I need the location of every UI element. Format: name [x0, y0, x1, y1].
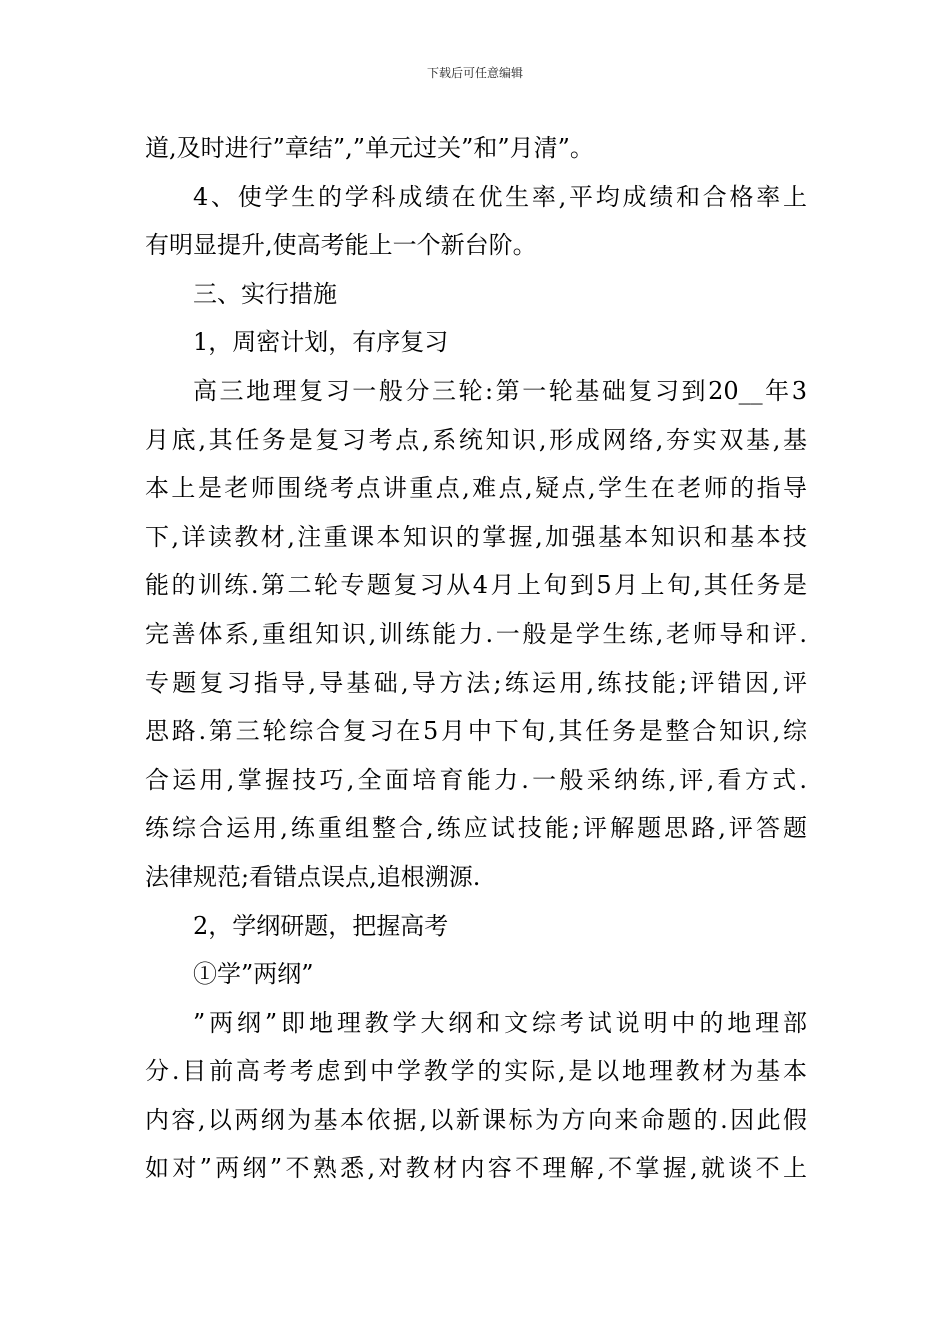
text-line: 内容,以两纲为基本依据,以新课标为方向来命题的.因此假 [145, 1105, 807, 1134]
text-line: 练综合运用,练重组整合,练应试技能;评解题思路,评答题 [145, 814, 807, 843]
text-line: 专题复习指导,导基础,导方法;练运用,练技能;评错因,评 [145, 668, 807, 697]
text-line: 完善体系,重组知识,训练能力.一般是学生练,老师导和评. [145, 619, 807, 648]
text-line: 下,详读教材,注重课本知识的掌握,加强基本知识和基本技 [145, 522, 807, 551]
text-line: ”两纲”即地理教学大纲和文综考试说明中的地理部 [193, 1008, 807, 1037]
text-line: 1，周密计划，有序复习 [193, 328, 449, 357]
text-line: 本上是老师围绕考点讲重点,难点,疑点,学生在老师的指导 [145, 474, 807, 503]
text-line: 合运用,掌握技巧,全面培育能力.一般采纳练,评,看方式. [145, 765, 807, 794]
text-line: 法律规范;看错点误点,追根溯源. [145, 862, 481, 891]
text-line: ①学”两纲” [193, 960, 314, 989]
page-header: 下载后可任意编辑 [426, 66, 523, 80]
text-line: 如对”两纲”不熟悉,对教材内容不理解,不掌握,就谈不上 [145, 1154, 807, 1183]
text-line: 能的训练.第二轮专题复习从4月上旬到5月上旬,其任务是 [145, 571, 807, 600]
text-line: 4、使学生的学科成绩在优生率,平均成绩和合格率上 [193, 182, 807, 211]
document-body [145, 124, 807, 1193]
text-line: 月底,其任务是复习考点,系统知识,形成网络,夯实双基,基 [145, 425, 807, 454]
text-line: 分.目前高考考虑到中学教学的实际,是以地理教材为基本 [145, 1057, 807, 1086]
text-line: 三、实行措施 [193, 279, 337, 308]
text-line: 道,及时进行”章结”,”单元过关”和”月清”。 [145, 134, 594, 162]
text-line: 高三地理复习一般分三轮:第一轮基础复习到20__年3 [193, 376, 807, 405]
text-line: 有明显提升,使高考能上一个新台阶。 [145, 231, 537, 260]
text-line: 思路.第三轮综合复习在5月中下旬,其任务是整合知识,综 [145, 717, 807, 746]
text-line: 2，学纲研题，把握高考 [193, 911, 449, 940]
